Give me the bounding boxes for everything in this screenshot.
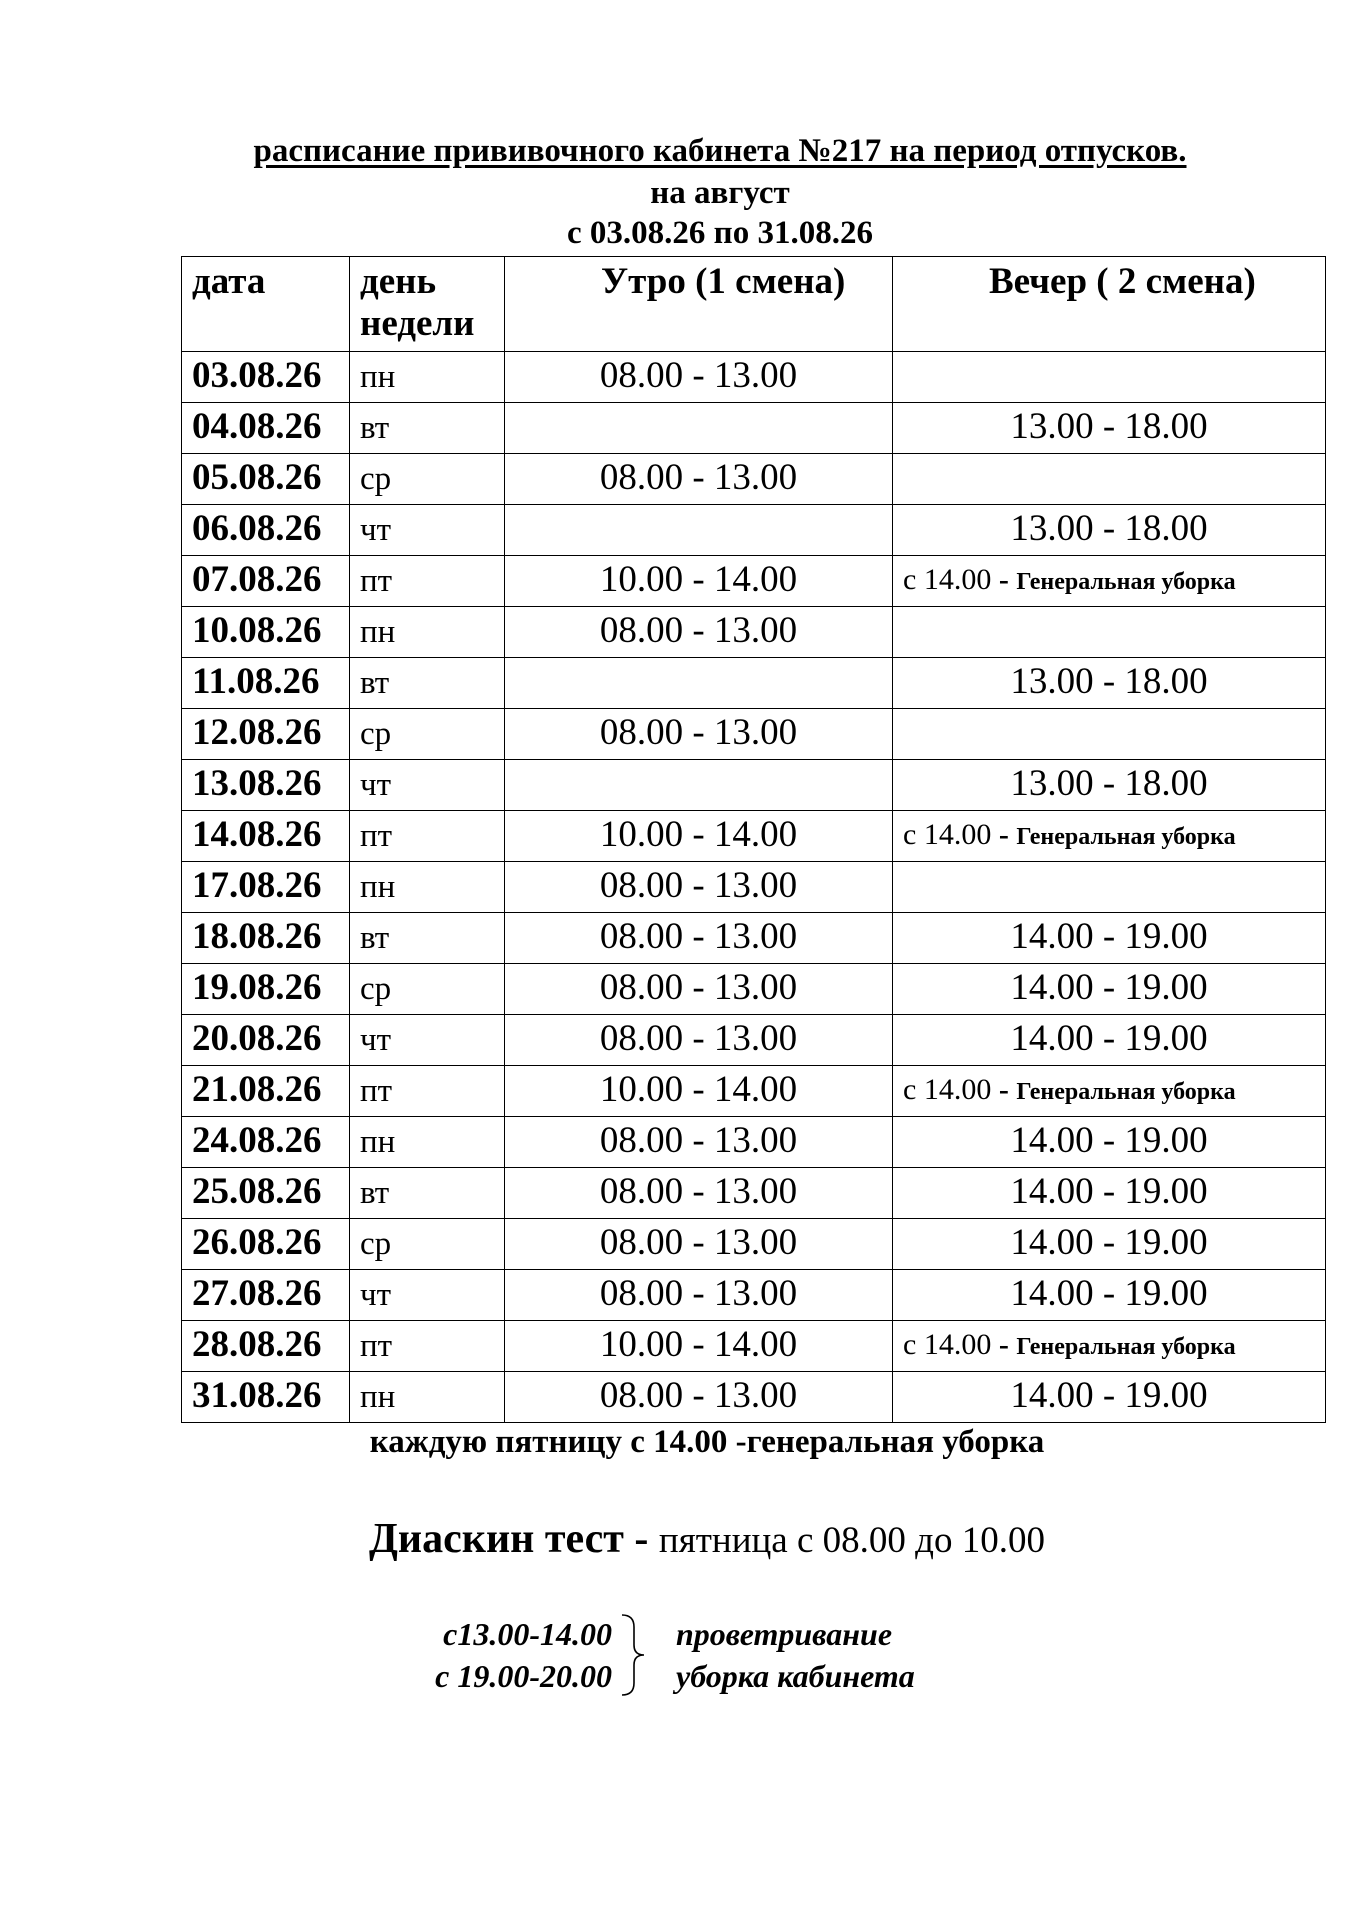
cell-morning: 08.00 - 13.00 [505,862,893,913]
cell-date: 07.08.26 [182,556,350,607]
cell-evening [893,862,1326,913]
cell-morning [505,403,893,454]
cell-date: 14.08.26 [182,811,350,862]
cell-morning: 10.00 - 14.00 [505,1321,893,1372]
cell-date: 04.08.26 [182,403,350,454]
cell-evening: 13.00 - 18.00 [893,760,1326,811]
table-row [182,709,1326,760]
table-row [182,658,1326,709]
cell-evening [893,352,1326,403]
cell-date: 10.08.26 [182,607,350,658]
ventilation-times [380,1613,612,1697]
cell-evening: 14.00 - 19.00 [893,1372,1326,1423]
cell-morning: 08.00 - 13.00 [505,607,893,658]
diaskin-test-line [0,1515,1357,1563]
cell-weekday: чт [350,1270,505,1321]
table-row [182,862,1326,913]
cell-weekday: вт [350,658,505,709]
table-row [182,1372,1326,1423]
cell-weekday: ср [350,454,505,505]
cell-date: 03.08.26 [182,352,350,403]
table-row [182,607,1326,658]
cell-evening: 14.00 - 19.00 [893,964,1326,1015]
cell-evening: 13.00 - 18.00 [893,658,1326,709]
cell-weekday: пн [350,862,505,913]
ventilation-label-2: уборка кабинета [676,1658,915,1694]
cell-date: 25.08.26 [182,1168,350,1219]
schedule-table [181,256,1326,1423]
ventilation-label-1: проветривание [676,1616,893,1652]
cell-weekday: пт [350,1066,505,1117]
diaskin-test-time: пятница с 08.00 до 10.00 [658,1520,1045,1561]
cell-weekday: ср [350,964,505,1015]
cell-evening: 14.00 - 19.00 [893,1015,1326,1066]
column-header-date: дата [182,257,350,352]
schedule-title: расписание прививочного кабинета №217 на период отпусков. [253,133,1187,169]
cell-morning: 08.00 - 13.00 [505,454,893,505]
cell-morning: 08.00 - 13.00 [505,913,893,964]
ventilation-time-1: с13.00-14.00 [443,1616,612,1652]
cell-date: 05.08.26 [182,454,350,505]
cell-date: 21.08.26 [182,1066,350,1117]
cell-weekday: чт [350,760,505,811]
evening-start-time: с 14.00 [903,818,992,851]
cell-weekday: пт [350,556,505,607]
cell-weekday: пн [350,1117,505,1168]
cell-evening [893,709,1326,760]
cell-evening: 14.00 - 19.00 [893,1168,1326,1219]
table-row [182,352,1326,403]
cell-morning: 08.00 - 13.00 [505,352,893,403]
curly-brace-icon [620,1613,650,1697]
cell-morning: 08.00 - 13.00 [505,1372,893,1423]
evening-dash: - [991,1073,1017,1106]
cell-evening: 14.00 - 19.00 [893,1219,1326,1270]
column-header-weekday: день недели [350,257,505,352]
evening-dash: - [991,1328,1017,1361]
evening-dash: - [991,818,1017,851]
cell-morning [505,658,893,709]
cell-evening [893,1321,1326,1372]
ventilation-labels [676,1613,915,1697]
cell-weekday: вт [350,1168,505,1219]
cell-date: 20.08.26 [182,1015,350,1066]
cell-weekday: пн [350,1372,505,1423]
cell-evening: 14.00 - 19.00 [893,1270,1326,1321]
cell-date: 06.08.26 [182,505,350,556]
cell-morning: 08.00 - 13.00 [505,1219,893,1270]
cell-morning: 08.00 - 13.00 [505,1015,893,1066]
cell-weekday: пт [350,811,505,862]
cell-morning: 10.00 - 14.00 [505,811,893,862]
diaskin-test-label: Диаскин тест - [369,1516,659,1562]
cell-evening: 13.00 - 18.00 [893,505,1326,556]
evening-start-time: с 14.00 [903,1328,992,1361]
cell-morning: 08.00 - 13.00 [505,1117,893,1168]
cell-morning [505,505,893,556]
cell-evening [893,607,1326,658]
cell-morning: 08.00 - 13.00 [505,1270,893,1321]
table-row [182,505,1326,556]
cell-evening [893,454,1326,505]
friday-cleaning-note: каждую пятницу с 14.00 -генеральная уборка [369,1424,1045,1460]
table-row [182,403,1326,454]
cell-weekday: пт [350,1321,505,1372]
cell-weekday: ср [350,709,505,760]
cell-morning: 08.00 - 13.00 [505,964,893,1015]
table-row [182,811,1326,862]
cell-date: 31.08.26 [182,1372,350,1423]
cell-weekday: вт [350,913,505,964]
cell-weekday: пн [350,607,505,658]
table-row [182,1321,1326,1372]
cell-evening: 14.00 - 19.00 [893,913,1326,964]
cell-morning: 10.00 - 14.00 [505,556,893,607]
cell-date: 12.08.26 [182,709,350,760]
cell-date: 19.08.26 [182,964,350,1015]
table-row [182,1168,1326,1219]
cell-weekday: чт [350,505,505,556]
evening-start-time: с 14.00 [903,1073,992,1106]
table-row [182,913,1326,964]
cell-date: 28.08.26 [182,1321,350,1372]
general-cleaning-label: Генеральная уборка [1016,824,1236,850]
table-body [182,352,1326,1423]
evening-dash: - [991,563,1017,596]
schedule-period: с 03.08.26 по 31.08.26 [567,215,873,251]
table-row [182,1270,1326,1321]
cell-date: 17.08.26 [182,862,350,913]
table-row [182,556,1326,607]
table-row [182,454,1326,505]
cell-evening [893,1066,1326,1117]
ventilation-time-2: с 19.00-20.00 [435,1658,612,1694]
cell-morning [505,760,893,811]
table-header-row [182,257,1326,352]
cell-weekday: вт [350,403,505,454]
table-row [182,1117,1326,1168]
general-cleaning-label: Генеральная уборка [1016,569,1236,595]
cell-weekday: пн [350,352,505,403]
general-cleaning-label: Генеральная уборка [1016,1334,1236,1360]
cell-evening [893,556,1326,607]
cell-date: 11.08.26 [182,658,350,709]
table-row [182,1066,1326,1117]
evening-start-time: с 14.00 [903,563,992,596]
cell-morning: 08.00 - 13.00 [505,1168,893,1219]
cell-weekday: чт [350,1015,505,1066]
cell-morning: 08.00 - 13.00 [505,709,893,760]
cell-date: 27.08.26 [182,1270,350,1321]
column-header-morning: Утро (1 смена) [505,257,893,352]
column-header-evening: Вечер ( 2 смена) [893,257,1326,352]
cell-evening [893,811,1326,862]
table-row [182,1015,1326,1066]
cell-evening: 14.00 - 19.00 [893,1117,1326,1168]
table-row [182,760,1326,811]
cell-weekday: ср [350,1219,505,1270]
cell-evening: 13.00 - 18.00 [893,403,1326,454]
cell-morning: 10.00 - 14.00 [505,1066,893,1117]
cell-date: 24.08.26 [182,1117,350,1168]
cell-date: 13.08.26 [182,760,350,811]
table-row [182,964,1326,1015]
schedule-month: на август [650,175,790,211]
general-cleaning-label: Генеральная уборка [1016,1079,1236,1105]
cell-date: 26.08.26 [182,1219,350,1270]
cell-date: 18.08.26 [182,913,350,964]
table-row [182,1219,1326,1270]
